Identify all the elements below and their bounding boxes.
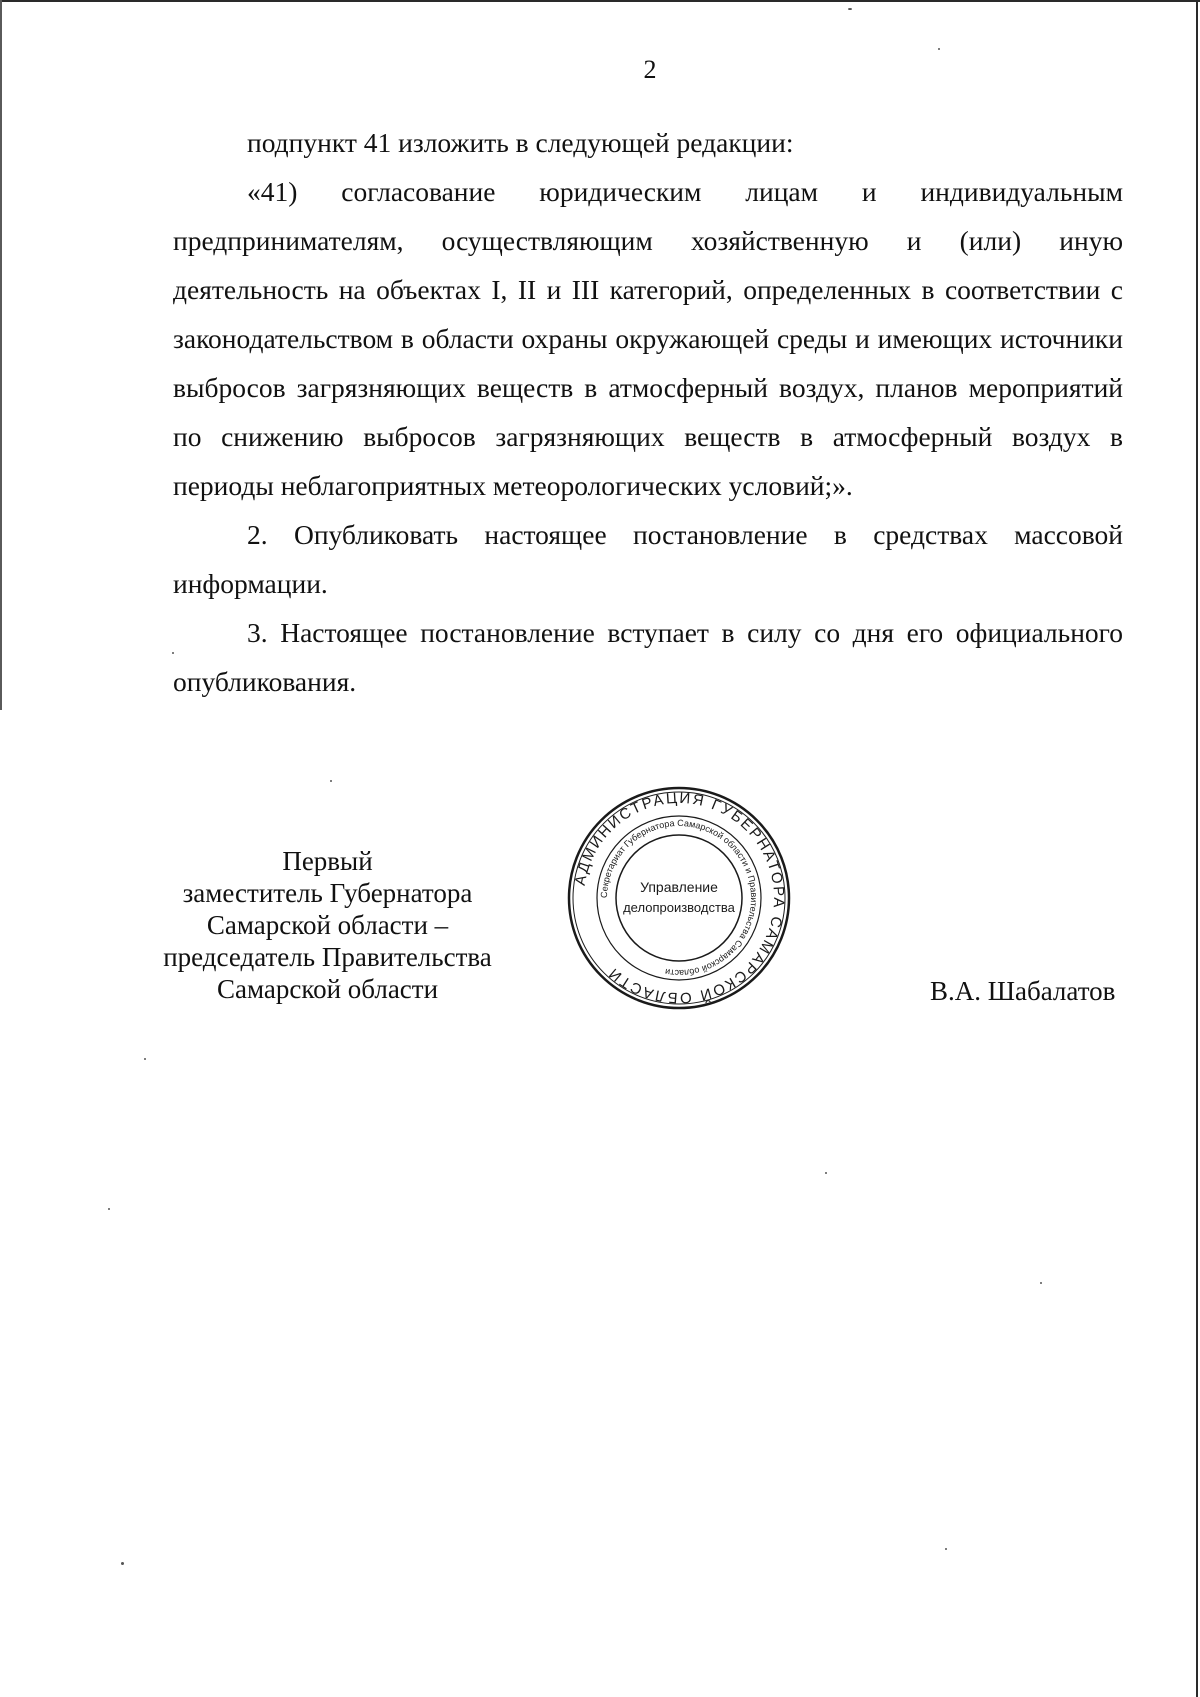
page-number: 2 — [643, 55, 657, 84]
signatory-name: В.А. Шабалатов — [930, 976, 1116, 1006]
paragraph-item-2: 2. Опубликовать настоящее постановление в средствах массовой информации. — [173, 519, 1123, 599]
position-line: Первый — [282, 846, 373, 876]
position-line: Самарской области – — [206, 910, 449, 940]
scan-edge-top — [0, 0, 1200, 2]
scan-speck — [825, 1172, 827, 1174]
scan-speck — [848, 8, 852, 10]
scan-speck — [938, 48, 940, 50]
seal-center-line-1: Управление — [640, 879, 718, 895]
position-line: заместитель Губернатора — [182, 878, 473, 908]
seal-outer-text: АДМИНИСТРАЦИЯ ГУБЕРНАТОРА САМАРСКОЙ ОБЛАСТИ — [571, 789, 788, 1007]
position-line: председатель Правительства — [163, 942, 492, 972]
paragraph-subitem-41: «41) согласование юридическим лицам и индивидуальным предпринимателям, осуществляющим хозяйственную и (или) иную деятельность на объектах I, II и III категорий, определенных в соответствии с законодательством в области охраны окружающей среды и имеющих источники выбросов загрязняющих веществ в атмосферный воздух, планов мероприятий по снижению выбросов загрязняющих веществ в атмосферный воздух в периоды неблагоприятных метеорологических условий;». — [173, 176, 1123, 501]
scan-edge-right — [1196, 0, 1198, 1697]
body-text — [173, 118, 1123, 706]
scan-speck — [1040, 1282, 1042, 1284]
signatory-position — [150, 845, 505, 1005]
seal-inner-ring — [616, 835, 742, 961]
scan-speck — [330, 780, 332, 782]
scan-speck — [945, 1548, 947, 1550]
seal-middle-ring — [597, 816, 761, 980]
scan-edge-left — [0, 0, 2, 710]
scan-speck — [121, 1562, 124, 1565]
official-seal — [566, 785, 792, 1011]
scan-speck — [144, 1058, 146, 1060]
seal-inner-ring-text: Секретариат Губернатора Самарской области и Правительства Самарской области — [598, 817, 760, 979]
paragraph-amendment-intro: подпункт 41 изложить в следующей редакции: — [247, 127, 794, 158]
position-line: Самарской области — [216, 974, 439, 1004]
seal-center-line-2: делопроизводства — [623, 900, 735, 915]
scan-speck — [108, 1208, 110, 1210]
scan-speck — [172, 652, 174, 654]
paragraph-item-3: 3. Настоящее постановление вступает в силу со дня его официального опубликования. — [173, 617, 1123, 697]
